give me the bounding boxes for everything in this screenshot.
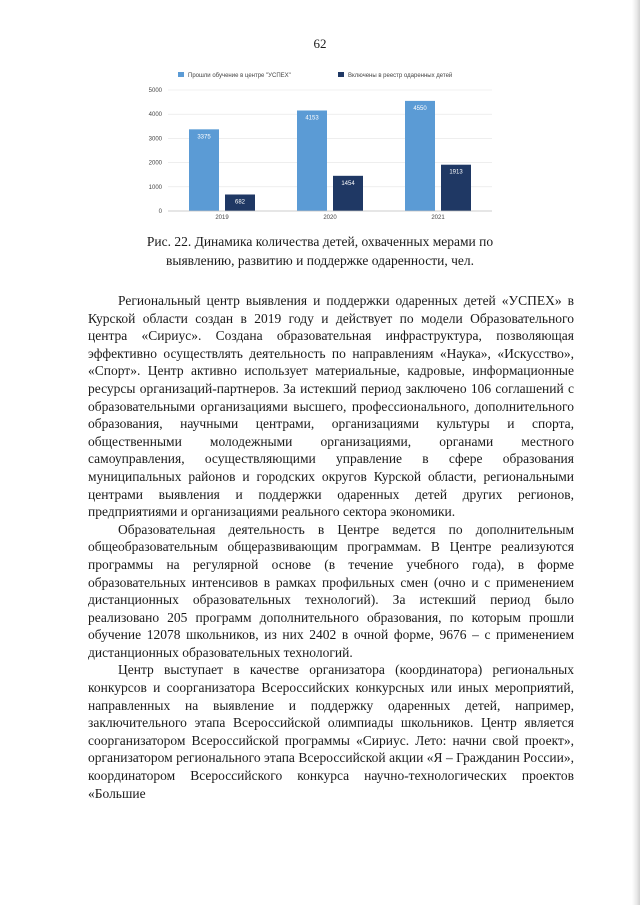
- bar-chart-svg: [140, 66, 500, 226]
- bar-value-label: 3375: [197, 134, 211, 141]
- x-tick-label: 2020: [323, 215, 337, 221]
- paragraph-3: Центр выступает в качестве организатора (координатора) региональных конкурсов и соорганизатора Всероссийских конкурсных или иных мероприятий, направленных на выявление и поддержку одаренных детей, например, заключительного этапа Всероссийской олимпиады школьников. Центр является соорганизатором Всероссийской программы «Сириус. Лето: начни свой проект», организатором регионального этапа Всероссийской акции «Я – Гражданин России», координатором Всероссийского конкурса научно-технологических проектов «Большие: [88, 662, 574, 801]
- bar-value-label: 4550: [413, 105, 427, 112]
- y-tick-label: 2000: [148, 160, 162, 167]
- y-tick-label: 0: [158, 209, 162, 215]
- figure-caption: [100, 232, 540, 270]
- y-tick-label: 5000: [148, 88, 162, 94]
- legend-swatch: [338, 72, 344, 77]
- y-tick-label: 1000: [148, 184, 162, 191]
- caption-line-1: Рис. 22. Динамика количества детей, охваченных мерами по: [146, 234, 494, 249]
- bar-value-label: 682: [234, 199, 246, 206]
- caption-line-2: выявлению, развитию и поддержке одаренности, чел.: [166, 253, 474, 268]
- page-number: 62: [313, 36, 327, 51]
- y-tick-label: 3000: [148, 136, 162, 143]
- legend-swatch: [178, 72, 184, 77]
- bar: [405, 101, 435, 211]
- bar-value-label: 1913: [449, 169, 463, 176]
- scan-edge-shadow: [632, 0, 640, 905]
- paragraph-2: Образовательная деятельность в Центре ведется по дополнительным общеобразовательным общеразвивающим программам. В Центре реализуются программы на регулярной основе (в течение учебного года), в форме образовательных интенсивов в рамках профильных смен (очно и с применением дистанционных образовательных технологий). За истекший период было реализовано 205 программ дополнительного образования, по которым прошли обучение 12078 школьников, из них 2402 в очной форме, 9676 – с применением дистанционных образовательных технологий.: [88, 521, 574, 660]
- bar: [297, 110, 327, 211]
- y-tick-label: 4000: [148, 112, 162, 119]
- legend-label: Включены в реестр одаренных детей: [348, 73, 453, 79]
- x-tick-label: 2021: [431, 215, 445, 221]
- legend-label: Прошли обучение в центре "УСПЕХ": [188, 73, 291, 79]
- bar: [189, 129, 219, 211]
- bar-chart: [140, 66, 500, 226]
- x-tick-label: 2019: [215, 215, 229, 221]
- bar-value-label: 1454: [341, 180, 355, 187]
- body-text: [88, 292, 574, 802]
- paragraph-1: Региональный центр выявления и поддержки одаренных детей «УСПЕХ» в Курской области создан в 2019 году и действует по модели Образовательного центра «Сириус». Создана образовательная инфраструктура, позволяющая эффективно осуществлять деятельность по направлениям «Наука», «Искусство», «Спорт». Центр активно использует материальные, кадровые, информационные ресурсы организаций-партнеров. За истекший период заключено 106 соглашений с образовательными организациями высшего, профессионального, дополнительного образования, научными центрами, организациями культуры и спорта, общественными молодежными организациями, органами местного самоуправления, осуществляющими управление в сфере образования муниципальных районов и городских округов Курской области, региональными центрами выявления и поддержки одаренных детей других регионов, предприятиями и организациями реального сектора экономики.: [88, 293, 574, 520]
- bar-value-label: 4153: [305, 115, 319, 122]
